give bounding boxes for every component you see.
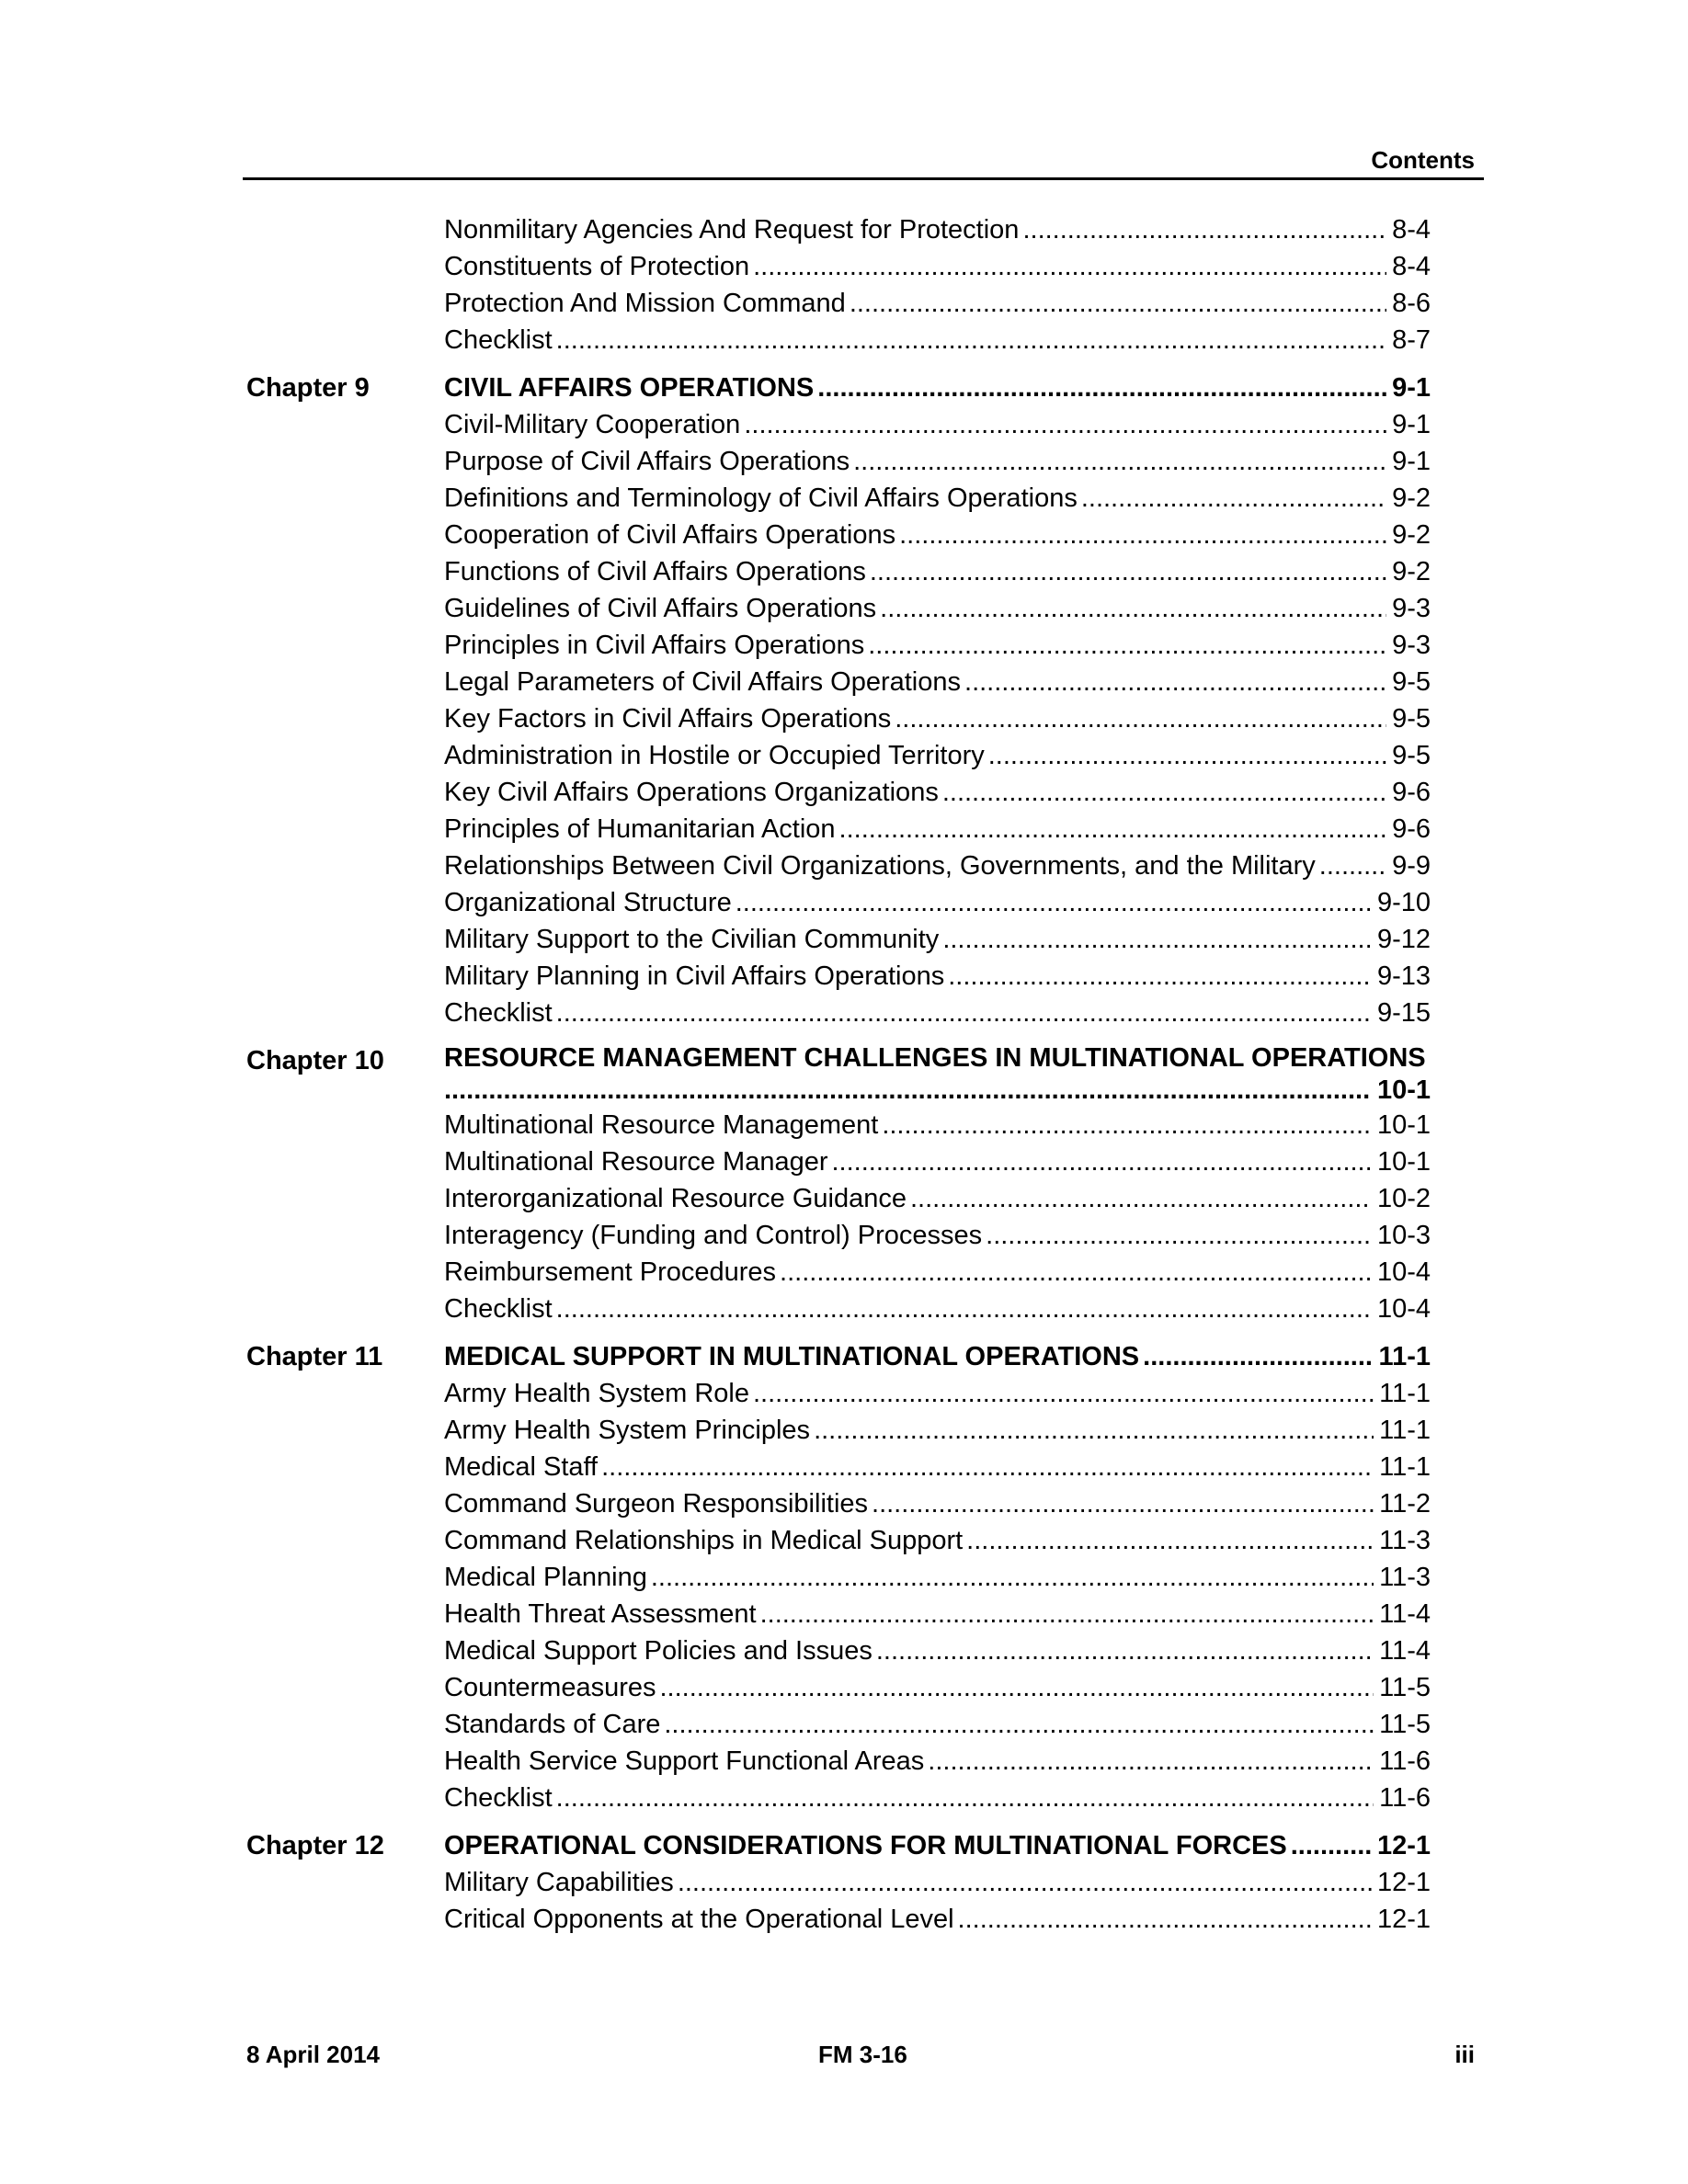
toc-entry-title: Civil-Military Cooperation	[444, 410, 741, 439]
toc-entry-title: Command Relationships in Medical Support	[444, 1526, 964, 1555]
toc-entry[interactable]	[444, 517, 1431, 553]
dot-leader	[958, 1901, 1372, 1938]
toc-entry-page: 8-4	[1392, 215, 1431, 245]
dot-leader	[895, 700, 1386, 737]
toc-entry-page: 9-1	[1392, 410, 1431, 439]
toc-entry[interactable]	[444, 1596, 1431, 1632]
toc-entry-page: 9-9	[1392, 851, 1431, 881]
toc-entry-title: Command Surgeon Responsibilities	[444, 1489, 869, 1519]
toc-entry-title: Interagency (Funding and Control) Processes	[444, 1221, 983, 1250]
dot-leader	[753, 1375, 1374, 1412]
toc-entry[interactable]	[444, 480, 1431, 517]
toc-entry-title: Military Capabilities	[444, 1868, 674, 1897]
dot-leader	[876, 1632, 1374, 1669]
dot-leader	[942, 774, 1386, 811]
chapter-title: OPERATIONAL CONSIDERATIONS FOR MULTINATIONAL FORCES	[444, 1831, 1287, 1860]
toc-entry[interactable]	[444, 774, 1431, 811]
toc-entry-title: Guidelines of Civil Affairs Operations	[444, 594, 877, 623]
dot-leader	[942, 921, 1372, 958]
toc-entry[interactable]	[444, 958, 1431, 995]
dot-leader	[556, 1780, 1374, 1816]
toc-entry-title: Military Support to the Civilian Community	[444, 925, 940, 954]
toc-entry-page: 9-5	[1392, 741, 1431, 770]
toc-entry-title: Cooperation of Civil Affairs Operations	[444, 520, 896, 550]
toc-entry-title: Organizational Structure	[444, 888, 732, 917]
toc-entry-page: 9-10	[1376, 888, 1431, 917]
toc-entry[interactable]	[444, 664, 1431, 700]
chapter-title-entry[interactable]	[444, 370, 1431, 406]
toc-entry-title: Critical Opponents at the Operational Level	[444, 1905, 954, 1934]
toc-entry-title: Principles in Civil Affairs Operations	[444, 631, 865, 660]
dot-leader	[660, 1669, 1374, 1706]
toc-entry-page: 11-1	[1379, 1416, 1431, 1445]
dot-leader	[910, 1180, 1372, 1217]
toc-entry-title: Definitions and Terminology of Civil Affairs Operations	[444, 483, 1078, 513]
dot-leader	[736, 884, 1372, 921]
toc-entry-title: Purpose of Civil Affairs Operations	[444, 447, 850, 476]
toc-entry-page: 9-5	[1392, 667, 1431, 697]
dot-leader	[882, 1107, 1372, 1143]
toc-entry-page: 12-1	[1376, 1868, 1431, 1897]
toc-entry-title: Medical Planning	[444, 1563, 647, 1592]
toc-entry[interactable]	[444, 553, 1431, 590]
chapter-11-block	[0, 1338, 1688, 1816]
toc-entry[interactable]	[444, 921, 1431, 958]
toc-entry[interactable]	[444, 884, 1431, 921]
toc-entry-page: 10-1	[1376, 1110, 1431, 1140]
toc-entry[interactable]	[444, 811, 1431, 847]
table-of-contents	[0, 211, 1688, 1938]
toc-entry-title: Checklist	[444, 1783, 553, 1813]
dot-leader	[899, 517, 1386, 553]
toc-entry-title: Army Health System Role	[444, 1379, 749, 1408]
toc-entry[interactable]	[444, 1522, 1431, 1559]
dot-leader	[1022, 211, 1386, 248]
dot-leader	[868, 627, 1386, 664]
toc-entry-page: 9-2	[1392, 557, 1431, 586]
dot-leader	[966, 1522, 1374, 1559]
chapter-label: Chapter 11	[246, 1342, 383, 1371]
toc-entry-title: Checklist	[444, 325, 553, 355]
toc-entry[interactable]	[444, 627, 1431, 664]
toc-entry-title: Nonmilitary Agencies And Request for Protection	[444, 215, 1020, 245]
chapter-page: 12-1	[1376, 1831, 1431, 1860]
toc-entry[interactable]	[444, 322, 1431, 358]
dot-leader	[651, 1559, 1374, 1596]
toc-entry-title: Multinational Resource Manager	[444, 1147, 828, 1177]
toc-entry-page: 11-1	[1379, 1379, 1431, 1408]
toc-entry-page: 10-4	[1376, 1257, 1431, 1287]
toc-entry-title: Interorganizational Resource Guidance	[444, 1184, 907, 1213]
chapter-page: 10-1	[1376, 1075, 1431, 1105]
toc-entry-title: Reimbursement Procedures	[444, 1257, 777, 1287]
chapter-title-leader-line[interactable]	[444, 1074, 1431, 1107]
toc-entry[interactable]	[444, 1485, 1431, 1522]
footer-doc-id: FM 3-16	[818, 2041, 907, 2068]
dot-leader	[1319, 847, 1386, 884]
dot-leader	[988, 737, 1386, 774]
toc-entry-title: Administration in Hostile or Occupied Territory	[444, 741, 985, 770]
toc-entry-title: Key Factors in Civil Affairs Operations	[444, 704, 892, 734]
chapter-title: CIVIL AFFAIRS OPERATIONS	[444, 373, 815, 403]
dot-leader	[744, 406, 1386, 443]
toc-entry[interactable]	[444, 443, 1431, 480]
dot-leader	[814, 1412, 1374, 1449]
toc-entry-title: Health Service Support Functional Areas	[444, 1746, 925, 1776]
toc-entry-title: Key Civil Affairs Operations Organizations	[444, 778, 939, 807]
toc-entry[interactable]	[444, 995, 1431, 1031]
toc-entry[interactable]	[444, 1559, 1431, 1596]
dot-leader	[760, 1596, 1374, 1632]
dot-leader	[753, 248, 1386, 285]
toc-entry[interactable]	[444, 1375, 1431, 1412]
toc-entry[interactable]	[444, 1412, 1431, 1449]
toc-entry-page: 9-3	[1392, 631, 1431, 660]
toc-entry[interactable]	[444, 1864, 1431, 1901]
toc-entry-title: Medical Support Policies and Issues	[444, 1636, 873, 1666]
toc-entry-title: Medical Staff	[444, 1452, 599, 1482]
toc-entry-page: 11-6	[1379, 1746, 1431, 1776]
toc-entry[interactable]	[444, 1743, 1431, 1780]
footer-page-number: iii	[1454, 2041, 1475, 2068]
toc-entry-title: Checklist	[444, 998, 553, 1028]
toc-entry[interactable]	[444, 1632, 1431, 1669]
toc-entry-title: Army Health System Principles	[444, 1416, 811, 1445]
toc-entry-page: 11-4	[1379, 1636, 1431, 1666]
toc-entry[interactable]	[444, 1780, 1431, 1816]
toc-entry-page: 11-6	[1379, 1783, 1431, 1813]
dot-leader	[880, 590, 1386, 627]
chapter-page: 9-1	[1392, 373, 1431, 403]
toc-entry[interactable]	[444, 1107, 1431, 1143]
chapter-page: 11-1	[1378, 1342, 1431, 1371]
header-rule	[243, 177, 1484, 180]
dot-leader	[1291, 1827, 1372, 1864]
dot-leader	[1081, 480, 1386, 517]
toc-entry-page: 9-6	[1392, 814, 1431, 844]
dot-leader	[964, 664, 1386, 700]
toc-entry[interactable]	[444, 737, 1431, 774]
dot-leader	[1143, 1338, 1373, 1375]
toc-entry-title: Legal Parameters of Civil Affairs Operations	[444, 667, 962, 697]
toc-entry-title: Protection And Mission Command	[444, 289, 846, 318]
toc-entry-page: 11-3	[1379, 1526, 1431, 1555]
dot-leader	[872, 1485, 1374, 1522]
toc-entry[interactable]	[444, 1180, 1431, 1217]
toc-entry-page: 9-3	[1392, 594, 1431, 623]
toc-entry-page: 11-1	[1379, 1452, 1431, 1482]
toc-entry[interactable]	[444, 1706, 1431, 1743]
toc-entry[interactable]	[444, 847, 1431, 884]
page-header-title: Contents	[1371, 146, 1475, 174]
toc-entry-title: Constituents of Protection	[444, 252, 750, 281]
toc-entry-page: 8-4	[1392, 252, 1431, 281]
dot-leader	[948, 958, 1372, 995]
dot-leader	[664, 1706, 1374, 1743]
toc-entry-title: Countermeasures	[444, 1673, 656, 1702]
dot-leader	[986, 1217, 1372, 1254]
chapter-9-block	[0, 370, 1688, 1031]
chapter-title: MEDICAL SUPPORT IN MULTINATIONAL OPERATIONS	[444, 1342, 1140, 1371]
toc-entry[interactable]	[444, 1669, 1431, 1706]
footer-date: 8 April 2014	[246, 2041, 381, 2068]
toc-entry-page: 12-1	[1376, 1905, 1431, 1934]
dot-leader	[817, 370, 1386, 406]
toc-entry-page: 9-2	[1392, 520, 1431, 550]
toc-entry[interactable]	[444, 1143, 1431, 1180]
chapter-label: Chapter 10	[246, 1046, 384, 1075]
toc-entry-title: Health Threat Assessment	[444, 1599, 757, 1629]
toc-entry-title: Principles of Humanitarian Action	[444, 814, 836, 844]
dot-leader	[839, 811, 1387, 847]
toc-entry[interactable]	[444, 1254, 1431, 1291]
dot-leader	[601, 1449, 1374, 1485]
toc-entry[interactable]	[444, 1901, 1431, 1938]
toc-entry-page: 9-15	[1376, 998, 1431, 1028]
toc-entry-page: 10-4	[1376, 1294, 1431, 1324]
toc-entry-page: 11-4	[1379, 1599, 1431, 1629]
toc-entry-page: 11-3	[1379, 1563, 1431, 1592]
toc-entry-page: 10-1	[1376, 1147, 1431, 1177]
chapter-title-entry[interactable]	[444, 1042, 1474, 1074]
dot-leader	[853, 443, 1386, 480]
toc-entry-title: Standards of Care	[444, 1710, 661, 1739]
dot-leader	[556, 1291, 1372, 1327]
dot-leader	[444, 1074, 1372, 1107]
toc-entry-page: 11-5	[1379, 1710, 1431, 1739]
toc-entry[interactable]	[444, 248, 1431, 285]
toc-entry-page: 9-12	[1376, 925, 1431, 954]
toc-entry-page: 10-3	[1376, 1221, 1431, 1250]
toc-entry-title: Military Planning in Civil Affairs Operations	[444, 961, 945, 991]
toc-entry-page: 10-2	[1376, 1184, 1431, 1213]
dot-leader	[556, 322, 1386, 358]
chapter-label: Chapter 12	[246, 1831, 384, 1860]
toc-entry-page: 9-2	[1392, 483, 1431, 513]
toc-entry-page: 9-13	[1376, 961, 1431, 991]
dot-leader	[780, 1254, 1372, 1291]
chapter-label: Chapter 9	[246, 373, 370, 403]
chapter-12-block	[0, 1827, 1688, 1938]
toc-entry[interactable]	[444, 1291, 1431, 1327]
toc-entry[interactable]	[444, 590, 1431, 627]
toc-entry[interactable]	[444, 211, 1431, 248]
chapter-10-block	[0, 1042, 1688, 1327]
toc-entry-page: 9-5	[1392, 704, 1431, 734]
toc-entry-page: 11-2	[1379, 1489, 1431, 1519]
toc-entry[interactable]	[444, 285, 1431, 322]
toc-entry[interactable]	[444, 406, 1431, 443]
toc-entry-page: 8-7	[1392, 325, 1431, 355]
chapter-title: RESOURCE MANAGEMENT CHALLENGES IN MULTINATIONAL OPERATIONS	[444, 1043, 1426, 1073]
toc-entry-page: 9-1	[1392, 447, 1431, 476]
dot-leader	[928, 1743, 1374, 1780]
chapter-title-entry[interactable]	[444, 1827, 1431, 1864]
dot-leader	[870, 553, 1386, 590]
toc-entry-title: Functions of Civil Affairs Operations	[444, 557, 866, 586]
dot-leader	[678, 1864, 1372, 1901]
toc-entry-page: 9-6	[1392, 778, 1431, 807]
continued-entries	[0, 211, 1688, 358]
toc-entry-page: 11-5	[1379, 1673, 1431, 1702]
toc-entry-page: 8-6	[1392, 289, 1431, 318]
toc-entry[interactable]	[444, 1217, 1431, 1254]
chapter-title-entry[interactable]	[444, 1338, 1431, 1375]
toc-entry[interactable]	[444, 700, 1431, 737]
toc-entry-title: Checklist	[444, 1294, 553, 1324]
toc-entry-title: Multinational Resource Management	[444, 1110, 879, 1140]
toc-entry-title: Relationships Between Civil Organizations, Governments, and the Military	[444, 851, 1316, 881]
dot-leader	[556, 995, 1372, 1031]
toc-entry[interactable]	[444, 1449, 1431, 1485]
dot-leader	[850, 285, 1386, 322]
dot-leader	[832, 1143, 1372, 1180]
